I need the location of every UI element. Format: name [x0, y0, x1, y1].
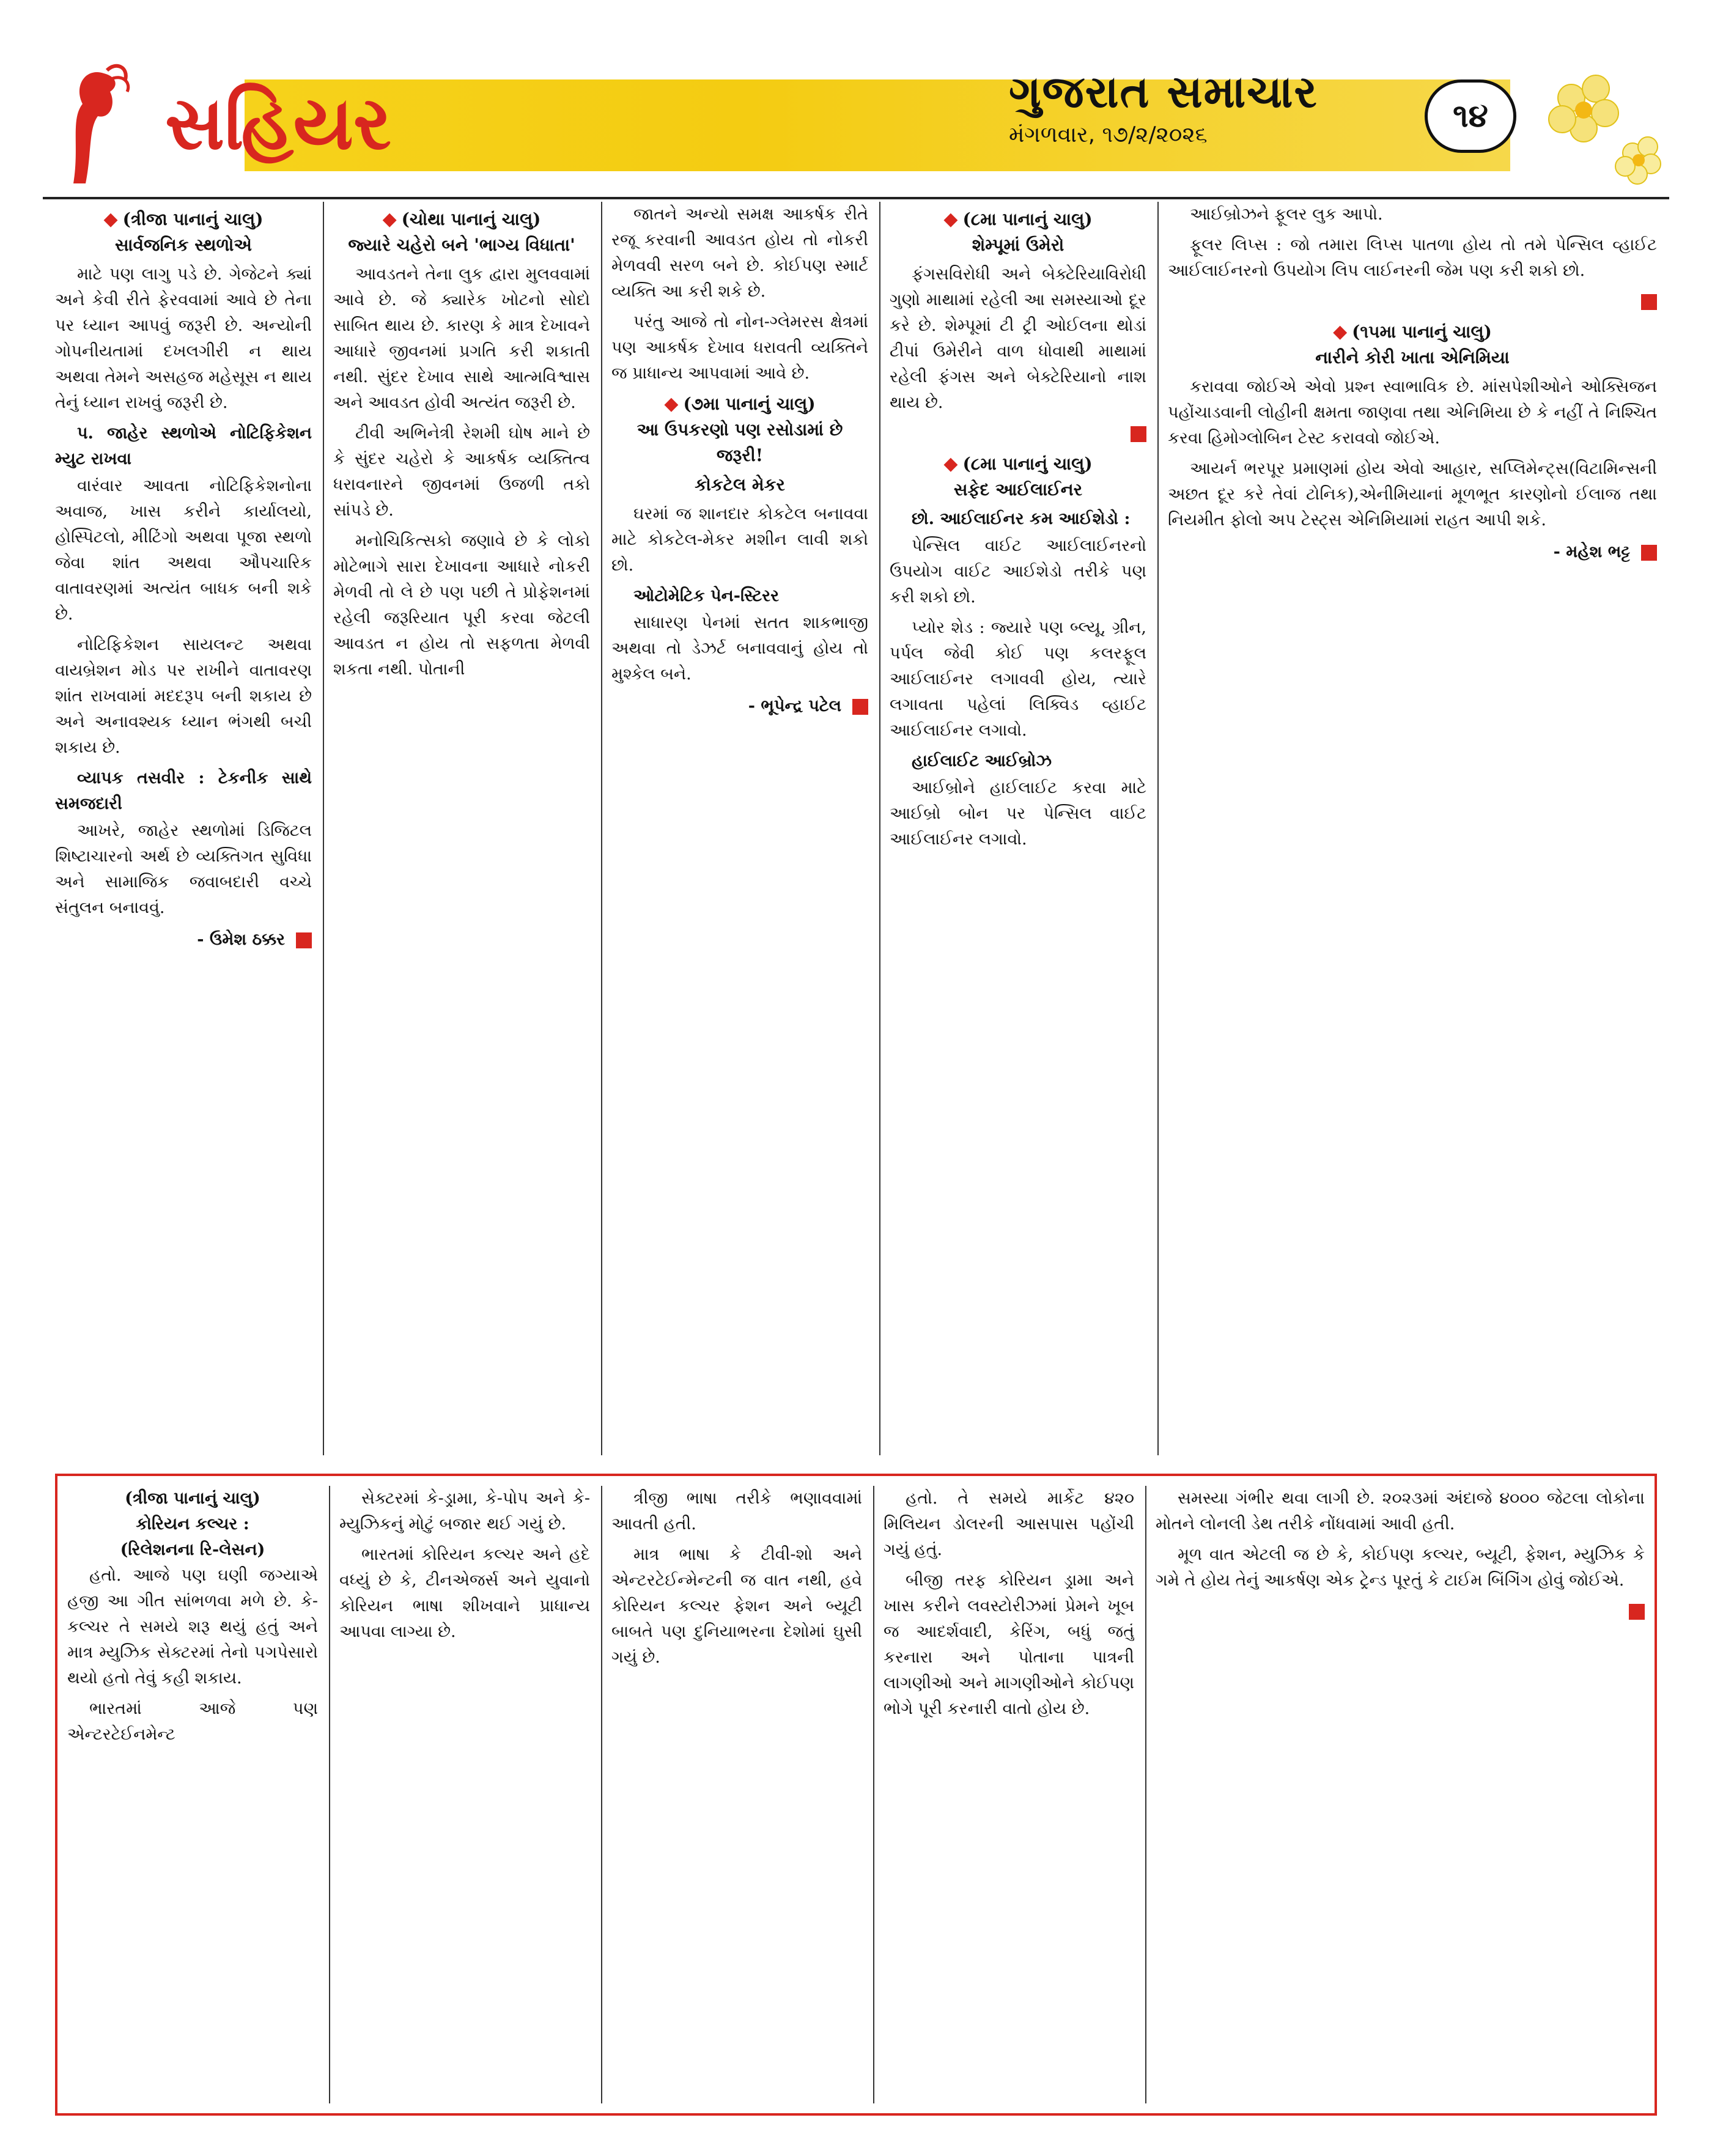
paragraph: આઈબ્રોઝને ફૂલર લુક આપો. [1190, 205, 1383, 224]
article-subtitle: કોરિયન કલ્ચર : [136, 1515, 249, 1534]
continued-text: (ત્રીજા પાનાનું ચાલુ) [122, 209, 264, 229]
article-column-1 [55, 202, 312, 1455]
section-heading: વ્યાપક તસવીર : ટેકનીક સાથે સમજદારી [55, 769, 312, 813]
paragraph: બીજી તરફ કોરિયન ડ્રામા અને ખાસ કરીને લવસ્ટોરીઝમાં પ્રેમને ખૂબ જ આદર્શવાદી, કેરિંગ, બધું જતું કરનારા અને પોતાના પાત્રની લાગણીઓ અને માગણીઓને કોઈપણ ભોગે પૂરી કરનારી વાતો હોય છે. [884, 1571, 1134, 1718]
paragraph: સમસ્યા ગંભીર થવા લાગી છે. ૨૦૨૩માં અંદાજે ૪૦૦૦ જેટલા લોકોના મોતને લોનલી ડેથ તરીકે નોંધવામાં આવી હતી. [1156, 1489, 1645, 1534]
paragraph: ભારતમાં કોરિયન કલ્ચર અને હદે વધ્યું છે કે, ટીનએજર્સ અને યુવાનો કોરિયન ભાષા શીખવાને પ્રાધાન્ય આપવા લાગ્યા છે. [339, 1545, 590, 1641]
article-subtitle: જ્યારે ચહેરો બને 'ભાગ્ય વિધાતા' [348, 235, 575, 255]
paragraph: નોટિફિકેશન સાયલન્ટ અથવા વાયબ્રેશન મોડ પર રાખીને વાતાવરણ શાંત રાખવામાં મદદરૂપ બની શકાય છે અને અનાવશ્યક ધ્યાન ભંગથી બચી શકાય છે. [55, 635, 312, 757]
paragraph: માટે પણ લાગુ પડે છે. ગેજેટને ક્યાં અને કેવી રીતે ફેરવવામાં આવે છે તેના પર ધ્યાન આપવું જરૂરી છે. અન્યોની ગોપનીયતામાં દખલગીરી ન થાય અથવા તેમને અસહજ મહેસૂસ ન થાય તેનું ધ્યાન રાખવું જરૂરી છે. [55, 265, 312, 412]
diamond-icon: ◆ [1333, 321, 1348, 342]
diamond-icon: ◆ [943, 209, 958, 230]
author-signature [1168, 539, 1657, 565]
supplement-title: સહિયર [165, 81, 391, 166]
diamond-icon: ◆ [382, 209, 397, 230]
paragraph: પેન્સિલ વાઈટ આઈલાઈનરનો ઉપયોગ વાઈટ આઈશેડો તરીકે પણ કરી શકો છો. [890, 536, 1146, 607]
issue-date: મંગળવાર, ૧૭/૨/૨૦૨૬ [1009, 122, 1208, 147]
article-subtitle: નારીને કોરી ખાતા એનિમિયા [1315, 347, 1510, 367]
article-subtitle-secondary: (રિલેશનના રિ-લેસન) [120, 1540, 265, 1559]
continued-label [890, 207, 1146, 232]
continued-text: (૮મા પાનાનું ચાલુ) [962, 209, 1093, 229]
continued-text: (૧૫મા પાનાનું ચાલુ) [1352, 322, 1492, 342]
masthead-band [245, 79, 1510, 171]
end-mark-icon [1641, 545, 1657, 561]
end-mark-icon [1131, 426, 1146, 442]
paragraph: ભારતમાં આજે પણ એન્ટરટેઈનમેન્ટ [67, 1699, 318, 1744]
diamond-icon: ◆ [103, 209, 118, 230]
column-divider [601, 202, 602, 1455]
paragraph: આખરે, જાહેર સ્થળોમાં ડિજિટલ શિષ્ટાચારનો અર્થ છે વ્યક્તિગત સુવિધા અને સામાજિક જવાબદારી વચ્ચે સંતુલન બનાવવું. [55, 821, 312, 917]
column-divider [1145, 1486, 1146, 2103]
paragraph: મનોચિકિત્સકો જણાવે છે કે લોકો મોટેભાગે સારા દેખાવના આધારે નોકરી મેળવી તો લે છે પણ પછી તે પ્રોફેશનમાં રહેલી જરૂરિયાત પૂરી કરવા જેટલી આવડત ન હોય તો સફળતા મેળવી શકતા નથી. પોતાની [333, 531, 590, 679]
author-name: - ભૂપેન્દ્ર પટેલ [748, 696, 841, 715]
end-mark-icon [1641, 294, 1657, 310]
boxed-column-1 [67, 1486, 318, 2103]
paragraph: સાધારણ પેનમાં સતત શાકભાજી અથવા તો ડેઝર્ટ બનાવવાનું હોય તો મુશ્કેલ બને. [611, 613, 868, 684]
column-divider [873, 1486, 874, 2103]
article-column-2 [333, 202, 590, 1455]
end-mark [1156, 1598, 1645, 1624]
end-mark-icon [296, 932, 312, 948]
paragraph: સેક્ટરમાં કે-ડ્રામા, કે-પોપ અને કે-મ્યુઝિકનું મોટું બજાર થઈ ગયું છે. [339, 1489, 590, 1534]
paragraph: મૂળ વાત એટલી જ છે કે, કોઈપણ કલ્ચર, બ્યૂટી, ફેશન, મ્યુઝિક કે ગમે તે હોય તેનું આકર્ષણ એક ટ્રેન્ડ પૂરતું કે ટાઈમ બિંગિંગ હોવું જોઈએ. [1156, 1545, 1645, 1590]
author-name: - મહેશ ભટ્ટ [1553, 542, 1630, 561]
continued-label [890, 451, 1146, 477]
end-mark-icon [852, 699, 868, 715]
column-divider [329, 1486, 330, 2103]
page-number: ૧૪ [1425, 79, 1516, 153]
paragraph: હતો. તે સમયે માર્કેટ ૪૨૦ મિલિયન ડોલરની આસપાસ પહોંચી ગયું હતું. [884, 1489, 1134, 1559]
paragraph: પરંતુ આજે તો નોન-ગ્લેમરસ ક્ષેત્રમાં પણ આકર્ષક દેખાવ ધરાવતી વ્યક્તિને જ પ્રાધાન્ય આપવામાં આવે છે. [611, 312, 868, 383]
end-mark [890, 421, 1146, 446]
continued-label [333, 207, 590, 232]
section-heading: પ. જાહેર સ્થળોએ નોટિફિકેશન મ્યુટ રાખવા [55, 424, 312, 468]
article-subtitle: આ ઉપકરણો પણ રસોડામાં છે જરૂરી! [636, 419, 843, 465]
paragraph: હતો. આજે પણ ઘણી જગ્યાએ હજી આ ગીત સાંભળવા મળે છે. કે-કલ્ચર તે સમયે શરૂ થયું હતું અને માત્ર મ્યુઝિક સેક્ટરમાં તેનો પગપેસારો થયો હતો તેવું કહી શકાય. [67, 1566, 318, 1688]
paragraph: ઘરમાં જ શાનદાર કોકટેલ બનાવવા માટે કોકટેલ-મેકર મશીન લાવી શકો છો. [611, 504, 868, 575]
paragraph: આવડતને તેના લુક દ્વારા મુલવવામાં આવે છે. જે ક્યારેક ખોટનો સોદો સાબિત થાય છે. કારણ કે માત્ર દેખાવને આધારે જીવનમાં પ્રગતિ કરી શકાતી નથી. સુંદર દેખાવ સાથે આત્મવિશ્વાસ અને આવડત હોવી અત્યંત જરૂરી છે. [333, 265, 590, 412]
woman-silhouette-icon [49, 61, 141, 190]
article-subtitle: સફેદ આઈલાઈનર [953, 479, 1083, 500]
continued-label [611, 391, 868, 417]
paragraph: પ્યોર શેડ : જ્યારે પણ બ્લ્યૂ, ગ્રીન, પર્પલ જેવી કોઈ પણ કલરફૂલ આઈલાઈનર લગાવવી હોય, ત્યારે લગાવતા પહેલાં લિક્વિડ વ્હાઈટ આઈલાઈનર લગાવો. [890, 618, 1146, 740]
continued-label [1168, 319, 1657, 345]
paragraph: ફૂલર લિપ્સ : જો તમારા લિપ્સ પાતળા હોય તો તમે પેન્સિલ વ્હાઈટ આઈલાઈનરનો ઉપયોગ લિપ લાઈનરની જેમ પણ કરી શકો છો. [1168, 235, 1657, 280]
article-column-4 [890, 202, 1146, 1455]
paragraph: ફંગસવિરોધી અને બેક્ટેરિયાવિરોધી ગુણો માથામાં રહેલી આ સમસ્યાઓ દૂર કરે છે. શેમ્પૂમાં ટી ટ્રી ઓઈલના થોડાં ટીપાં ઉમેરીને વાળ ધોવાથી માથામાં રહેલી ફંગસ અને બેક્ટેરિયાનો નાશ થાય છે. [890, 265, 1146, 412]
article-subtitle: સાર્વજનિક સ્થળોએ [115, 235, 252, 255]
end-mark-icon [1629, 1604, 1645, 1620]
boxed-column-5 [1156, 1486, 1645, 2103]
paragraph: ટીવી અભિનેત્રી રેશમી ઘોષ માને છે કે સુંદર ચહેરો કે આકર્ષક વ્યક્તિત્વ ધરાવનારને જીવનમાં ઉજળી તકો સાંપડે છે. [333, 424, 590, 520]
end-mark [1168, 289, 1657, 314]
continued-label: (ત્રીજા પાનાનું ચાલુ) [125, 1489, 260, 1508]
flower-decoration-icon [1535, 61, 1669, 196]
diamond-icon: ◆ [943, 453, 958, 474]
paragraph: માત્ર ભાષા કે ટીવી-શો અને એન્ટરટેઈન્મેન્ટની જ વાત નથી, હવે કોરિયન કલ્ચર ફેશન અને બ્યૂટી બાબતે પણ દુનિયાભરના દેશોમાં ઘુસી ગયું છે. [611, 1545, 862, 1667]
column-5-inner [1168, 202, 1657, 565]
paragraph: ત્રીજી ભાષા તરીકે ભણાવવામાં આવતી હતી. [611, 1489, 862, 1534]
section-heading: કોકટેલ મેકર [695, 474, 785, 495]
section-heading: ઓટોમેટિક પેન-સ્ટિરર [633, 586, 780, 605]
masthead [43, 61, 1669, 196]
article-column-5 [1168, 202, 1657, 1455]
column-divider [1157, 202, 1159, 1455]
paragraph: આઈબ્રોને હાઈલાઈટ કરવા માટે આઈબ્રો બોન પર પેન્સિલ વાઈટ આઈલાઈનર લગાવો. [890, 778, 1146, 849]
section-heading: હાઈલાઈટ આઈબ્રોઝ [912, 751, 1052, 770]
continued-text: (ચોથા પાનાનું ચાલુ) [401, 209, 541, 229]
author-signature [611, 693, 868, 719]
paragraph: જાતને અન્યો સમક્ષ આકર્ષક રીતે રજૂ કરવાની આવડત હોય તો નોકરી મેળવવી સરળ બને છે. કોઈપણ સ્માર્ટ વ્યક્તિ આ કરી શકે છે. [611, 205, 868, 301]
diamond-icon: ◆ [664, 393, 679, 415]
boxed-column-4 [884, 1486, 1134, 2103]
article-subtitle: શેમ્પૂમાં ઉમેરો [972, 235, 1064, 255]
column-divider [323, 202, 324, 1455]
article-column-3 [611, 202, 868, 1455]
boxed-column-3 [611, 1486, 862, 2103]
boxed-column-2 [339, 1486, 590, 2103]
author-name: - ઉમેશ ઠક્કર [197, 930, 285, 949]
column-divider [879, 202, 880, 1455]
paragraph: કરાવવા જોઈએ એવો પ્રશ્ન સ્વાભાવિક છે. માંસપેશીઓને ઓક્સિજન પહોંચાડવાની લોહીની ક્ષમતા જાણવા તથા એનિમિયા છે કે નહીં તે નિશ્ચિત કરવા હિમોગ્લોબિન ટેસ્ટ કરાવવો જોઈએ. [1168, 377, 1657, 448]
masthead-rule [43, 197, 1669, 199]
paragraph: વારંવાર આવતા નોટિફિકેશનોના અવાજ, ખાસ કરીને કાર્યાલયો, હોસ્પિટલો, મીટિંગો અથવા પૂજા સ્થળો જેવા શાંત અથવા ઔપચારિક વાતાવરણમાં અત્યંત બાધક બની શકે છે. [55, 476, 312, 624]
column-divider [601, 1486, 602, 2103]
continued-text: (૮મા પાનાનું ચાલુ) [962, 454, 1093, 474]
author-signature [55, 927, 312, 953]
newspaper-name: ગુજરાત સમાચાર [1009, 66, 1318, 117]
paragraph: આયર્ન ભરપૂર પ્રમાણમાં હોય એવો આહાર, સપ્લિમેન્ટ્સ(વિટામિન્સની અછત દૂર કરે તેવાં ટોનિક),એનીમિયાનાં મૂળભૂત કારણોનો ઈલાજ તથા નિયમીત ફોલો અપ ટેસ્ટ્સ એનિમિયામાં રાહત આપી શકે. [1168, 459, 1657, 530]
continued-text: (૭મા પાનાનું ચાલુ) [683, 394, 816, 414]
section-heading: છો. આઈલાઈનર કમ આઈશેડો : [912, 509, 1131, 528]
continued-label [55, 207, 312, 232]
